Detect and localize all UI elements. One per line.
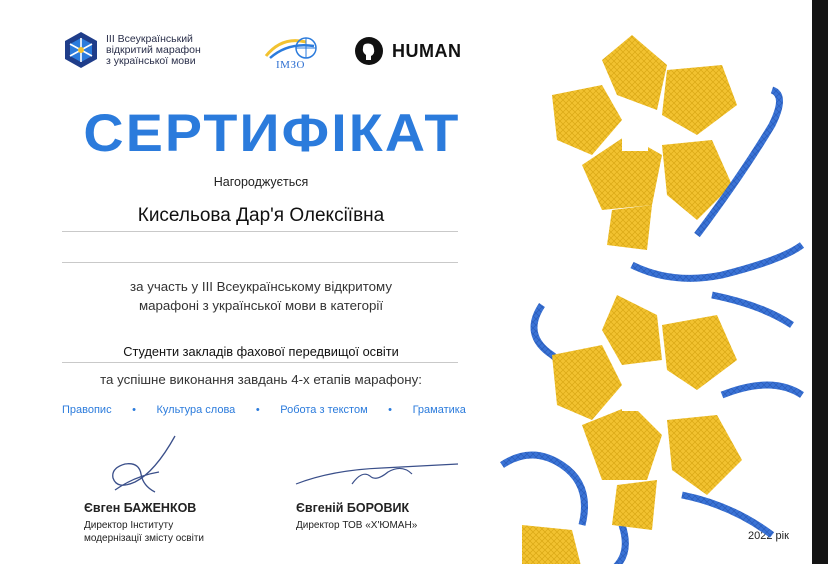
embroidery-ornament <box>482 25 812 564</box>
marathon-emblem-icon <box>62 30 100 70</box>
signature-block-2 <box>296 501 417 532</box>
divider <box>62 231 458 232</box>
human-logo <box>354 36 462 66</box>
awarded-label: Нагороджується <box>213 175 309 189</box>
signature-1-image <box>95 432 195 502</box>
signatory-name: Євген БАЖЕНКОВ <box>84 501 197 515</box>
signatory-role-line: Директор Інституту <box>84 520 174 531</box>
marathon-logo <box>62 30 201 70</box>
imzo-arc-icon <box>262 34 324 62</box>
category-text: Студенти закладів фахової передвищої освіти <box>123 344 399 359</box>
marathon-logo-line: відкритий марафон <box>106 43 201 56</box>
signatory-role-line: Директор ТОВ «Х'ЮМАН» <box>296 520 418 531</box>
success-text: та успішне виконання завдань 4-х етапів марафону: <box>100 372 422 387</box>
imzo-logo <box>262 34 324 74</box>
human-label: HUMAN <box>392 40 462 61</box>
task-item: Граматика <box>412 404 466 416</box>
year-label: 2022 рік <box>748 530 789 542</box>
bullet: • <box>132 404 136 416</box>
signatory-role <box>296 519 417 532</box>
marathon-logo-line: ІІІ Всеукраїнський <box>106 32 193 45</box>
signature-block-1 <box>84 501 204 545</box>
signatory-role <box>84 519 204 545</box>
screen-edge <box>812 0 828 564</box>
recipient-name: Кисельова Дар'я Олексіївна <box>137 205 385 226</box>
certificate-title: СЕРТИФІКАТ <box>83 104 461 163</box>
signatory-role-line: модернізації змісту освіти <box>84 533 204 544</box>
participation-line: за участь у ІІІ Всеукраїнському відкритому <box>130 279 392 294</box>
bullet: • <box>255 404 260 416</box>
task-item: Правопис <box>62 404 112 416</box>
divider <box>62 362 458 363</box>
imzo-label: ІМЗО <box>276 59 305 71</box>
signature-2-image <box>292 460 462 490</box>
divider <box>62 262 458 263</box>
task-item: Культура слова <box>156 404 236 416</box>
bullet: • <box>388 404 393 416</box>
task-item: Робота з текстом <box>280 404 368 416</box>
task-list <box>62 404 466 416</box>
marathon-logo-line: з української мови <box>106 54 196 67</box>
participation-text <box>62 277 460 315</box>
participation-line: марафоні з української мови в категорії <box>138 298 384 313</box>
signatory-name: Євгеній БОРОВИК <box>296 501 410 515</box>
human-head-icon <box>354 36 384 66</box>
